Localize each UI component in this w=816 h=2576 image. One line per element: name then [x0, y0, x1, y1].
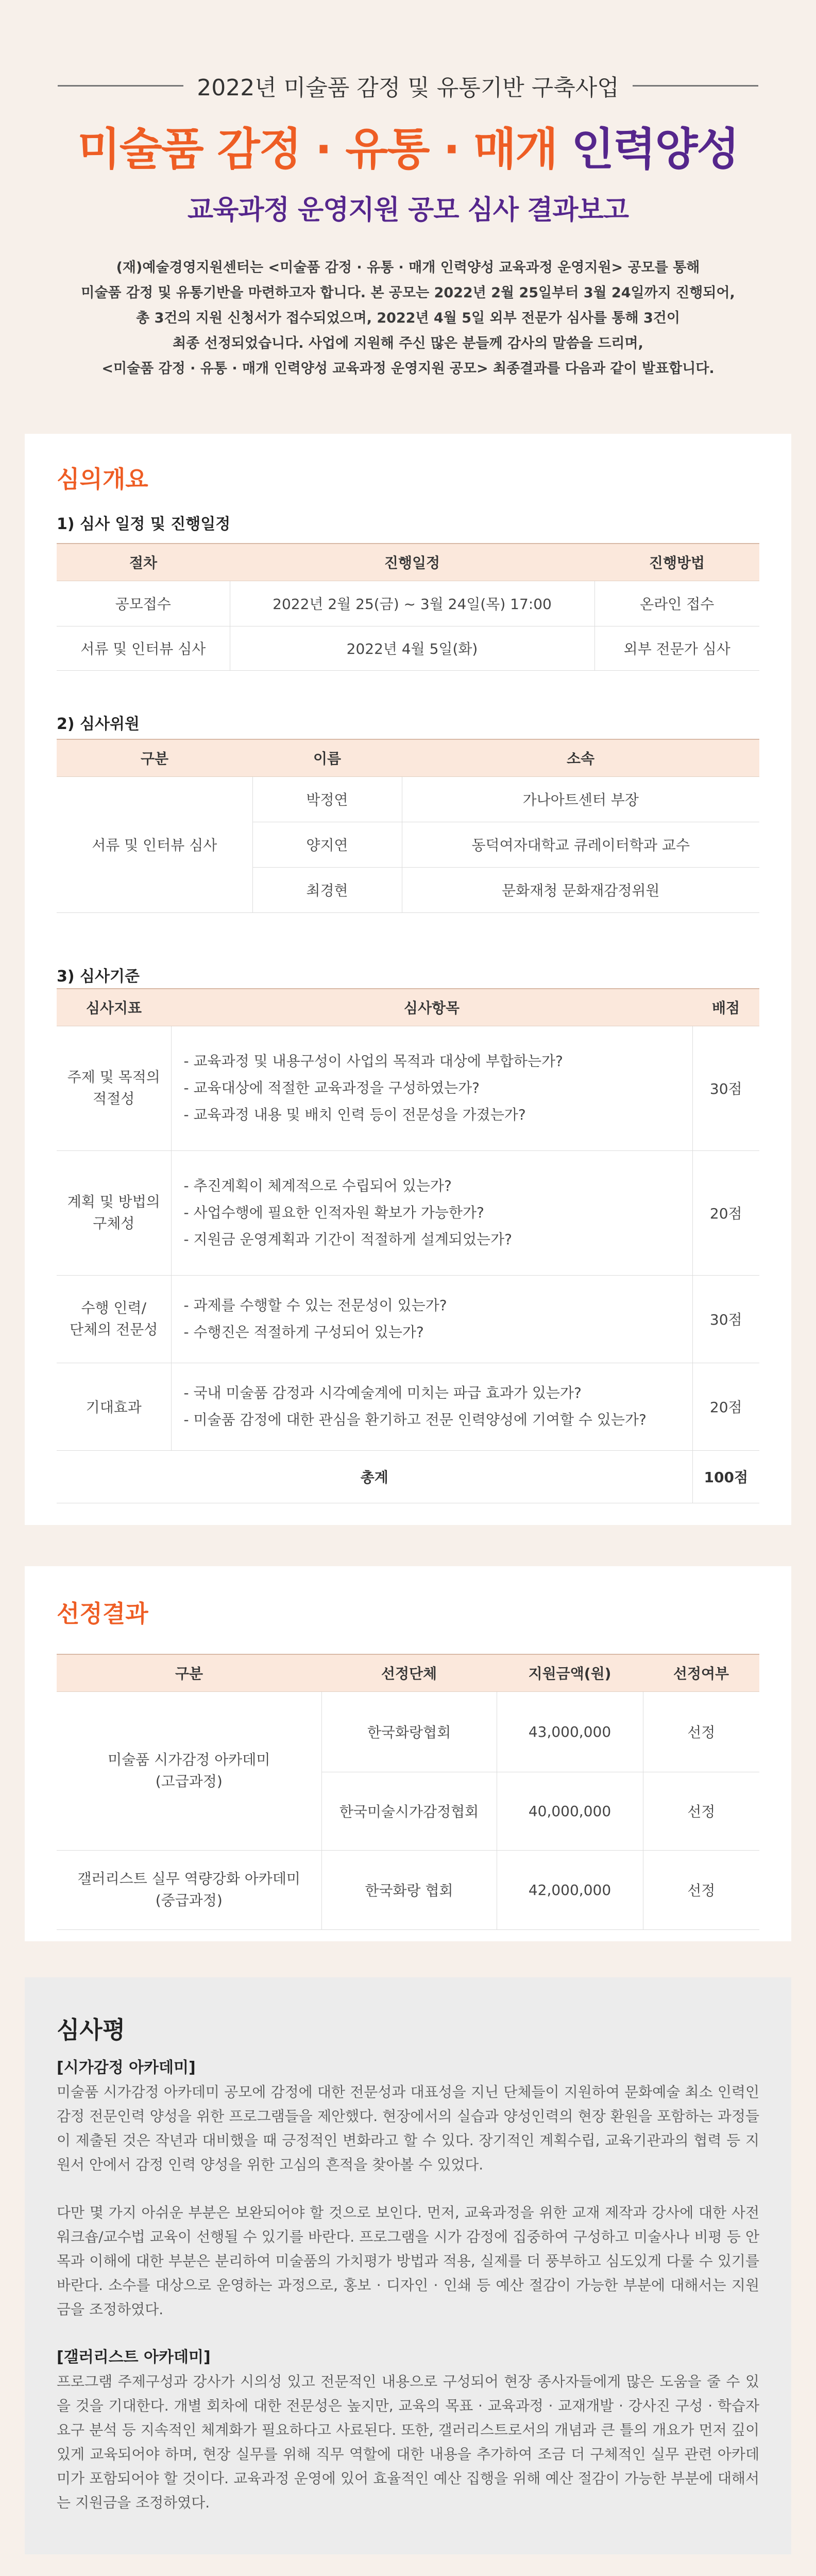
program-name: 미술품 시가감정 아카데미 — [108, 1751, 270, 1768]
divider-right — [633, 85, 758, 87]
criteria-items — [171, 1275, 692, 1363]
table-cell: 서류 및 인터뷰 심사 — [57, 626, 230, 670]
table-row — [57, 1691, 759, 1772]
selected-org: 한국화랑협회 — [321, 1691, 497, 1772]
intro-line: 총 3건의 지원 신청서가 접수되었으며, 2022년 4월 5일 외부 전문가 심사를 통해 3건이 — [136, 310, 680, 326]
criteria-index-line: 수행 인력/ — [81, 1299, 147, 1316]
table-header-row — [57, 739, 759, 776]
grant-amount: 40,000,000 — [497, 1772, 643, 1850]
criteria-index — [57, 1275, 171, 1363]
criteria-index — [57, 1026, 171, 1150]
table-row — [57, 1363, 759, 1450]
table-row — [57, 1275, 759, 1363]
column-header: 심사항목 — [171, 989, 692, 1026]
committee-table — [57, 739, 759, 913]
column-header: 심사지표 — [57, 989, 171, 1026]
member-name: 양지연 — [252, 822, 402, 867]
criteria-table — [57, 988, 759, 1503]
selection-status: 선정 — [643, 1850, 759, 1929]
table-cell: 2022년 4월 5일(화) — [230, 626, 594, 670]
program-level: (고급과정) — [155, 1773, 223, 1790]
column-header: 구분 — [57, 1654, 321, 1691]
criteria-item: - 교육과정 및 내용구성이 사업의 목적과 대상에 부합하는가? — [183, 1053, 563, 1070]
criteria-item: - 추진계획이 체계적으로 수립되어 있는가? — [183, 1177, 452, 1194]
criteria-index-line: 구체성 — [93, 1215, 135, 1232]
criteria-index — [57, 1150, 171, 1275]
criteria-index-line: 계획 및 방법의 — [67, 1193, 160, 1210]
grant-amount: 43,000,000 — [497, 1691, 643, 1772]
table-row — [57, 1150, 759, 1275]
column-header: 선정여부 — [643, 1654, 759, 1691]
member-affiliation: 문화재청 문화재감정위원 — [402, 867, 759, 912]
selection-status: 선정 — [643, 1772, 759, 1850]
criteria-label: 3) 심사기준 — [57, 968, 140, 986]
criteria-index-line: 적절성 — [93, 1090, 135, 1107]
overview-title: 심의개요 — [57, 465, 148, 493]
selected-org: 한국화랑 협회 — [321, 1850, 497, 1929]
table-header-row — [57, 989, 759, 1026]
program-level: (중급과정) — [155, 1892, 223, 1909]
main-title-part1: 미술품 감정 · 유통 · 매개 — [77, 124, 572, 175]
program-name: 갤러리스트 실무 역량강화 아카데미 — [77, 1870, 300, 1887]
committee-category: 서류 및 인터뷰 심사 — [57, 776, 252, 912]
project-suptitle: 2022년 미술품 감정 및 유통기반 구축사업 — [197, 75, 619, 101]
criteria-item: - 교육대상에 적절한 교육과정을 구성하였는가? — [183, 1079, 480, 1096]
table-cell: 온라인 접수 — [594, 581, 759, 626]
table-cell: 2022년 2월 25(금) ~ 3월 24일(목) 17:00 — [230, 581, 594, 626]
table-row — [57, 581, 759, 626]
criteria-index — [57, 1363, 171, 1450]
criteria-items — [171, 1150, 692, 1275]
criteria-score: 30점 — [692, 1026, 759, 1150]
schedule-label: 1) 심사 일정 및 진행일정 — [57, 515, 231, 533]
table-header-row — [57, 1654, 759, 1691]
criteria-items — [171, 1026, 692, 1150]
main-title — [0, 113, 816, 177]
review-paragraph: 미술품 시가감정 아카데미 공모에 감정에 대한 전문성과 대표성을 지닌 단체들이 지원하여 문화예술 최소 인력인 감정 전문인력 양성을 위한 프로그램들을 제안했다. 현장에서의 실습과 양성인력의 현장 환원을 포함하는 과정들이 제출된 것은 작년과 대비했을 때 긍정적인 변화라고 할 수 있다. 장기적인 계획수립, 교육기관과의 협력 등 지원서 안에서 감정 인력 양성을 위한 고심의 흔적을 찾아볼 수 있었다. — [57, 2083, 759, 2173]
review-paragraph: 프로그램 주제구성과 강사가 시의성 있고 전문적인 내용으로 구성되어 현장 종사자들에게 많은 도움을 줄 수 있을 것을 기대한다. 개별 회차에 대한 전문성은 높지만, 교육의 목표 · 교육과정 · 교재개발 · 강사진 구성 · 학습자 요구 분석 등 지속적인 체계화가 필요하다고 사료된다. 또한, 갤러리스트로서의 개념과 큰 틀의 개요가 먼저 깊이 있게 교육되어야 하며, 현장 실무를 위해 직무 역할에 대한 내용을 추가하여 조금 더 구체적인 실무 관련 아카데미가 포함되어야 할 것이다. 교육과정 운영에 있어 효율적인 예산 집행을 위해 예산 절감이 가능한 부분에 대해서는 지원금을 조정하였다. — [57, 2373, 759, 2511]
criteria-item: - 교육과정 내용 및 배치 인력 등이 전문성을 가졌는가? — [183, 1106, 526, 1123]
column-header: 절차 — [57, 544, 230, 581]
column-header: 진행방법 — [594, 544, 759, 581]
criteria-index-line: 단체의 전문성 — [70, 1321, 158, 1338]
results-table — [57, 1654, 759, 1930]
page-header — [0, 0, 816, 422]
review-body — [57, 2056, 759, 2538]
committee-label: 2) 심사위원 — [57, 715, 140, 733]
selection-status: 선정 — [643, 1691, 759, 1772]
criteria-items — [171, 1363, 692, 1450]
suptitle-row — [58, 70, 758, 101]
criteria-score: 30점 — [692, 1275, 759, 1363]
criteria-item: - 수행진은 적절하게 구성되어 있는가? — [183, 1324, 424, 1341]
intro-line: (재)예술경영지원센터는 <미술품 감정 · 유통 · 매개 인력양성 교육과정 운영지원> 공모를 통해 — [116, 260, 700, 276]
sub-title: 교육과정 운영지원 공모 심사 결과보고 — [187, 195, 629, 226]
criteria-score: 20점 — [692, 1363, 759, 1450]
intro-line: 미술품 감정 및 유통기반을 마련하고자 합니다. 본 공모는 2022년 2월 25일부터 3월 24일까지 진행되어, — [81, 285, 735, 301]
review-card — [25, 1977, 791, 2554]
total-row — [57, 1450, 759, 1503]
criteria-item: - 과제를 수행할 수 있는 전문성이 있는가? — [183, 1297, 447, 1314]
review-heading: [시가감정 아카데미] — [57, 2059, 196, 2077]
program-category — [57, 1691, 321, 1850]
table-cell: 외부 전문가 심사 — [594, 626, 759, 670]
intro-line: 최종 선정되었습니다. 사업에 지원해 주신 많은 분들께 감사의 말씀을 드리며, — [173, 335, 643, 351]
table-row — [57, 1026, 759, 1150]
column-header: 선정단체 — [321, 1654, 497, 1691]
column-header: 소속 — [402, 739, 759, 776]
criteria-item: - 국내 미술품 감정과 시각예술계에 미치는 파급 효과가 있는가? — [183, 1384, 582, 1401]
member-affiliation: 동덕여자대학교 큐레이터학과 교수 — [402, 822, 759, 867]
table-row — [57, 1850, 759, 1929]
total-label: 총계 — [57, 1450, 692, 1503]
criteria-item: - 미술품 감정에 대한 관심을 환기하고 전문 인력양성에 기여할 수 있는가? — [183, 1411, 647, 1428]
member-name: 최경현 — [252, 867, 402, 912]
main-title-part2: 인력양성 — [571, 124, 739, 175]
grant-amount: 42,000,000 — [497, 1850, 643, 1929]
table-row — [57, 776, 759, 822]
column-header: 지원금액(원) — [497, 1654, 643, 1691]
member-name: 박정연 — [252, 776, 402, 822]
criteria-item: - 사업수행에 필요한 인적자원 확보가 가능한가? — [183, 1204, 484, 1221]
program-category — [57, 1850, 321, 1929]
selected-org: 한국미술시가감정협회 — [321, 1772, 497, 1850]
review-title: 심사평 — [57, 2016, 126, 2044]
results-title: 선정결과 — [57, 1600, 148, 1628]
results-card — [25, 1566, 791, 1941]
column-header: 배점 — [692, 989, 759, 1026]
criteria-index-line: 주제 및 목적의 — [67, 1069, 160, 1086]
criteria-item: - 지원금 운영계획과 기간이 적절하게 설계되었는가? — [183, 1231, 512, 1248]
column-header: 이름 — [252, 739, 402, 776]
total-score: 100점 — [692, 1450, 759, 1503]
table-header-row — [57, 544, 759, 581]
criteria-index-line: 기대효과 — [86, 1399, 142, 1416]
schedule-table — [57, 543, 759, 671]
column-header: 진행일정 — [230, 544, 594, 581]
criteria-score: 20점 — [692, 1150, 759, 1275]
overview-card — [25, 434, 791, 1525]
review-heading: [갤러리스트 아카데미] — [57, 2348, 211, 2366]
member-affiliation: 가나아트센터 부장 — [402, 776, 759, 822]
intro-line: <미술품 감정 · 유통 · 매개 인력양성 교육과정 운영지원 공모> 최종결과를 다음과 같이 발표합니다. — [101, 361, 715, 377]
intro-paragraph — [52, 255, 764, 381]
review-paragraph: 다만 몇 가지 아쉬운 부분은 보완되어야 할 것으로 보인다. 먼저, 교육과정을 위한 교재 제작과 강사에 대한 사전 워크숍/교수법 교육이 선행될 수 있기를 바란다. 프로그램을 시가 감정에 집중하여 구성하고 미술사나 비평 등 안목과 이해에 대한 부분은 분리하여 미술품의 가치평가 방법과 적용, 실제를 더 풍부하고 심도있게 다룰 수 있기를 바란다. 소수를 대상으로 운영하는 과정으로, 홍보 · 디자인 · 인쇄 등 예산 절감이 가능한 부분에 대해서는 지원금을 조정하였다. — [57, 2204, 759, 2318]
divider-left — [58, 85, 183, 87]
table-cell: 공모접수 — [57, 581, 230, 626]
table-row — [57, 626, 759, 670]
column-header: 구분 — [57, 739, 252, 776]
